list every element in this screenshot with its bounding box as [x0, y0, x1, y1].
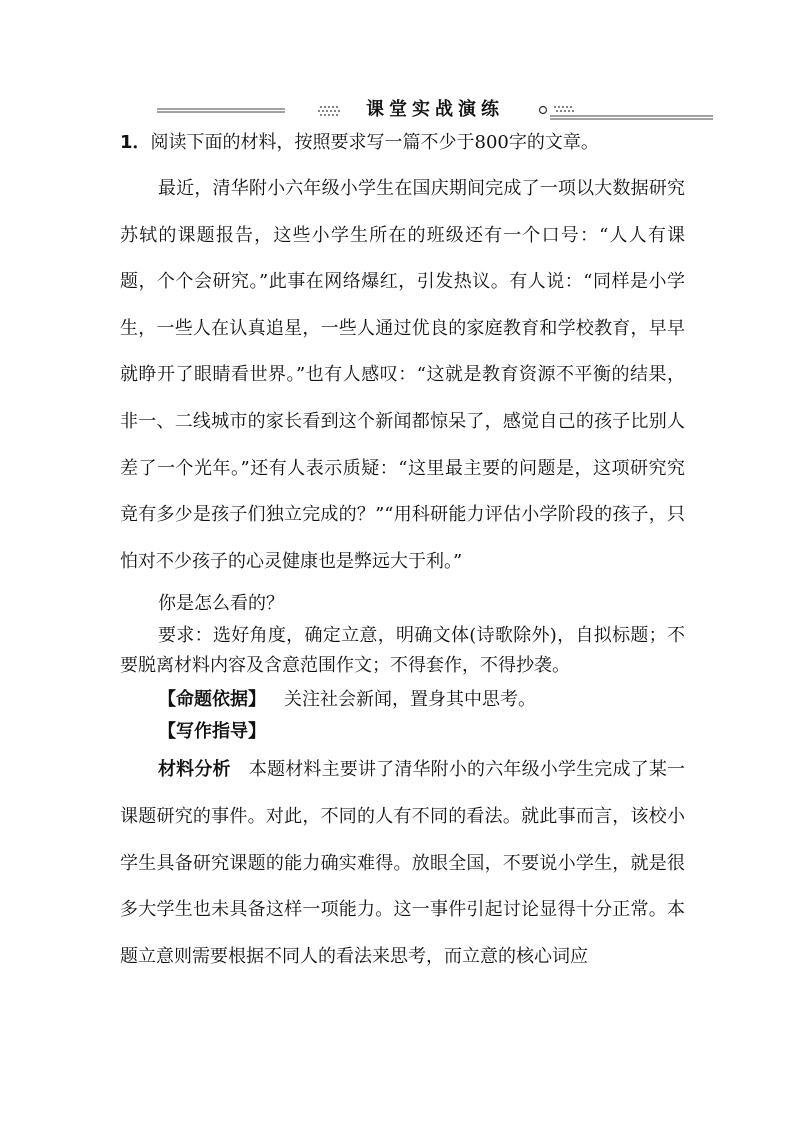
- guidance-heading: [120, 717, 685, 747]
- question-number: 1．: [120, 132, 151, 153]
- document-body: [120, 128, 685, 980]
- material-paragraph: 最近，清华附小六年级小学生在国庆期间完成了一项以大数据研究苏轼的课题报告，这些小学生所在的班级还有一个口号：“人人有课题，个个会研究。”此事在网络爆红，引发热议。有人说：“同样是小学生，一些人在认真追星，一些人通过优良的家庭教育和学校教育，早早就睁开了眼睛看世界。”也有人感叹：“这就是教育资源不平衡的结果，非一、二线城市的家长看到这个新闻都惊呆了，感觉自己的孩子比别人差了一个光年。”还有人表示质疑：“这里最主要的问题是，这项研究究竟有多少是孩子们独立完成的？”“用科研能力评估小学阶段的孩子，只怕对不少孩子的心灵健康也是弊远大于利。”: [120, 178, 685, 572]
- question-prompt: [120, 128, 685, 158]
- section-header: [155, 92, 715, 126]
- basis-paragraph: [120, 685, 685, 715]
- analysis-text: 本题材料主要讲了清华附小的六年级小学生完成了某一课题研究的事件。对此，不同的人有不同的看法。就此事而言，该校小学生具备研究课题的能力确实难得。放眼全国，不要说小学生，就是很多大学生也未具备这样一项能力。这一事件引起讨论显得十分正常。本题立意则需要根据不同人的看法来思考，而立意的核心词应: [120, 759, 686, 967]
- guidance-label: 【写作指导】: [158, 721, 266, 743]
- basis-label: 【命题依据】: [158, 689, 266, 711]
- basis-text: 关注社会新闻，置身其中思考。: [284, 689, 536, 711]
- requirements-paragraph: 要求：选好角度，确定立意，明确文体(诗歌除外)，自拟标题；不要脱离材料内容及含意范围作文；不得套作，不得抄袭。: [120, 625, 685, 677]
- question-prompt-text: 阅读下面的材料，按照要求写一篇不少于800字的文章。: [150, 132, 599, 153]
- analysis-paragraph: [120, 747, 685, 980]
- analysis-label: 材料分析: [158, 759, 231, 781]
- question-ask: 你是怎么看的？: [158, 593, 284, 615]
- section-title: 课堂实战演练: [366, 99, 504, 120]
